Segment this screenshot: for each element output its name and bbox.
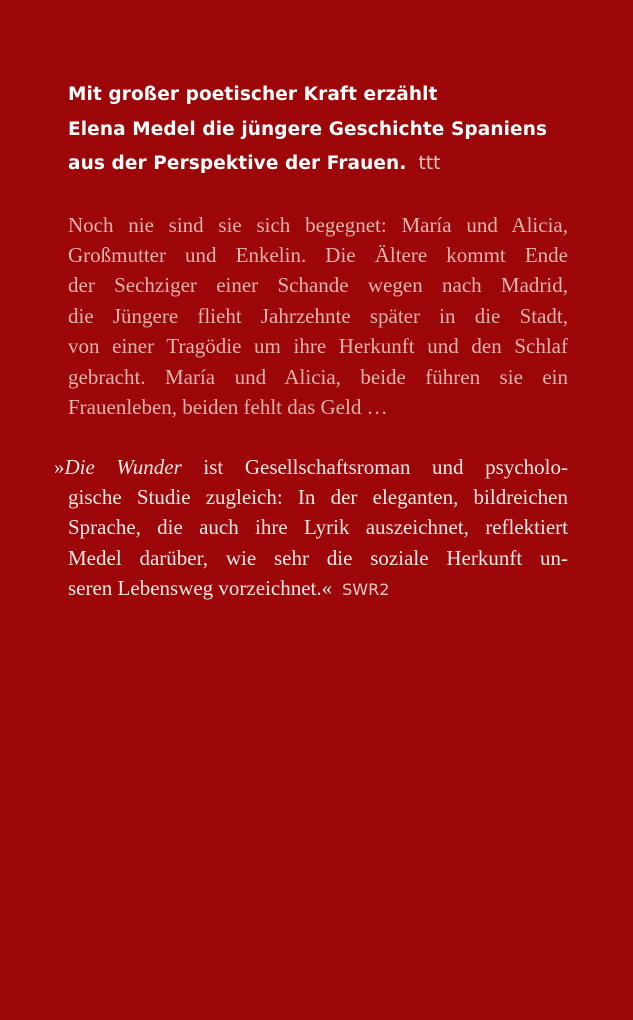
synopsis-line: gebracht. María und Alicia, beide führen sie ein	[68, 365, 568, 389]
review-line: »Die Wunder ist Gesellschaftsroman und psycholo-	[54, 455, 568, 479]
headline-source: ttt	[418, 153, 441, 174]
headline-line: Elena Medel die jüngere Geschichte Spaniens	[68, 119, 548, 140]
review-line: seren Lebensweg vorzeichnet.« SWR2	[68, 576, 390, 600]
headline-line: Mit großer poetischer Kraft erzählt	[68, 84, 438, 105]
review-line: Medel darüber, wie sehr die soziale Herkunft un-	[68, 546, 568, 570]
synopsis-line: Noch nie sind sie sich begegnet: María und Alicia,	[68, 213, 568, 237]
synopsis-line: der Sechziger einer Schande wegen nach Madrid,	[68, 273, 568, 297]
review-line: gische Studie zugleich: In der eleganten, bildreichen	[68, 485, 568, 509]
open-quote-mark: »	[54, 455, 65, 479]
synopsis-line: Großmutter und Enkelin. Die Ältere kommt Ende	[68, 243, 568, 267]
book-title: Die Wunder	[64, 455, 182, 479]
headline-line: aus der Perspektive der Frauen. ttt	[68, 153, 441, 174]
review-line: Sprache, die auch ihre Lyrik auszeichnet, reflektiert	[68, 515, 568, 539]
review-source: SWR2	[342, 580, 390, 599]
synopsis-line: von einer Tragödie um ihre Herkunft und den Schlaf	[68, 334, 568, 358]
synopsis-line: Frauenleben, beiden fehlt das Geld …	[68, 395, 388, 419]
synopsis-line: die Jüngere flieht Jahrzehnte später in die Stadt,	[68, 304, 568, 328]
